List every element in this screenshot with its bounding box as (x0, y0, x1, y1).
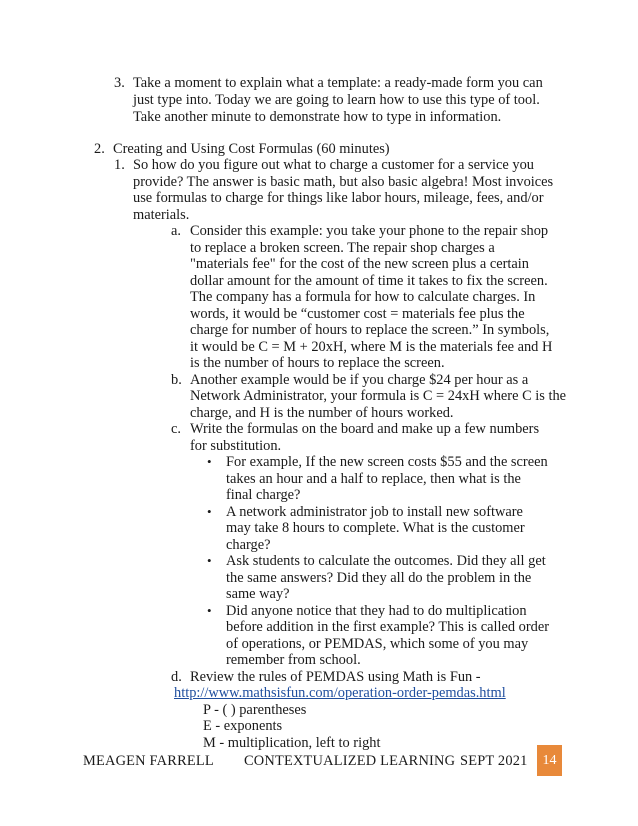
bullet-3-line-1: Ask students to calculate the outcomes. Did they all get (226, 553, 546, 569)
item-a-line-5: The company has a formula for how to calculate charges. In (190, 289, 536, 305)
item-3-line-2: just type into. Today we are going to learn how to use this type of tool. (133, 92, 540, 108)
section-2-heading: Creating and Using Cost Formulas (60 minutes) (113, 141, 390, 157)
sub-1-line-3: use formulas to charge for things like labor hours, mileage, fees, and/or (133, 190, 544, 206)
rule-m: M - multiplication, left to right (203, 735, 381, 751)
item-c-line-2: for substitution. (190, 438, 282, 454)
sub-1-line-4: materials. (133, 207, 190, 223)
bullet-3-line-2: the same answers? Did they all do the problem in the (226, 570, 532, 586)
item-a-line-6: words, it would be “customer cost = materials fee plus the (190, 306, 525, 322)
footer-author: MEAGEN FARRELL (83, 753, 214, 769)
item-b-line-1: Another example would be if you charge $24 per hour as a (190, 372, 529, 388)
page-number-badge: 14 (537, 745, 562, 776)
item-d-letter: d. (171, 669, 182, 685)
bullet-4-dot: • (207, 603, 212, 618)
rule-e: E - exponents (203, 718, 283, 734)
item-a-line-3: "materials fee" for the cost of the new screen plus a certain (190, 256, 529, 272)
item-a-line-9: is the number of hours to replace the screen. (190, 355, 445, 371)
item-c-line-1: Write the formulas on the board and make up a few numbers (190, 421, 540, 437)
bullet-2-dot: • (207, 504, 212, 519)
bullet-4-line-2: before addition in the first example? This is called order (226, 619, 550, 635)
bullet-1-dot: • (207, 454, 212, 469)
footer-title: CONTEXTUALIZED LEARNING (244, 753, 456, 769)
bullet-1-line-3: final charge? (226, 487, 301, 503)
bullet-4-line-1: Did anyone notice that they had to do multiplication (226, 603, 527, 619)
bullet-2-line-1: A network administrator job to install new software (226, 504, 523, 520)
bullet-4-line-3: of operations, or PEMDAS, which some of you may (226, 636, 529, 652)
item-b-line-2: Network Administrator, your formula is C = 24xH where C is the (190, 388, 567, 404)
item-3-line-1: Take a moment to explain what a template: a ready-made form you can (133, 75, 543, 91)
pemdas-link[interactable]: http://www.mathsisfun.com/operation-order-pemdas.html (174, 685, 506, 701)
bullet-2-line-2: may take 8 hours to complete. What is the customer (226, 520, 525, 536)
item-a-line-7: charge for number of hours to replace the screen.” In symbols, (190, 322, 550, 338)
item-a-line-8: it would be C = M + 20xH, where M is the materials fee and H (190, 339, 553, 355)
item-3-line-3: Take another minute to demonstrate how to type in information. (133, 109, 502, 125)
item-a-line-2: to replace a broken screen. The repair shop charges a (190, 240, 495, 256)
bullet-1-line-1: For example, If the new screen costs $55 and the screen (226, 454, 548, 470)
item-d-line: Review the rules of PEMDAS using Math is Fun - (190, 669, 481, 685)
item-c-letter: c. (171, 421, 181, 437)
sub-1-number: 1. (114, 157, 125, 173)
item-a-letter: a. (171, 223, 181, 239)
bullet-3-dot: • (207, 553, 212, 568)
sub-1-line-2: provide? The answer is basic math, but also basic algebra! Most invoices (133, 174, 554, 190)
item-a-line-1: Consider this example: you take your phone to the repair shop (190, 223, 549, 239)
item-b-line-3: charge, and H is the number of hours worked. (190, 405, 454, 421)
rule-p: P - ( ) parentheses (203, 702, 307, 718)
bullet-4-line-4: remember from school. (226, 652, 361, 668)
item-a-line-4: dollar amount for the amount of time it takes to fix the screen. (190, 273, 548, 289)
bullet-2-line-3: charge? (226, 537, 271, 553)
bullet-3-line-3: same way? (226, 586, 290, 602)
item-b-letter: b. (171, 372, 182, 388)
sub-1-line-1: So how do you figure out what to charge a customer for a service you (133, 157, 534, 173)
item-3-number: 3. (114, 75, 125, 91)
bullet-1-line-2: takes an hour and a half to replace, then what is the (226, 471, 521, 487)
footer-date: SEPT 2021 (460, 753, 528, 769)
section-2-number: 2. (94, 141, 105, 157)
